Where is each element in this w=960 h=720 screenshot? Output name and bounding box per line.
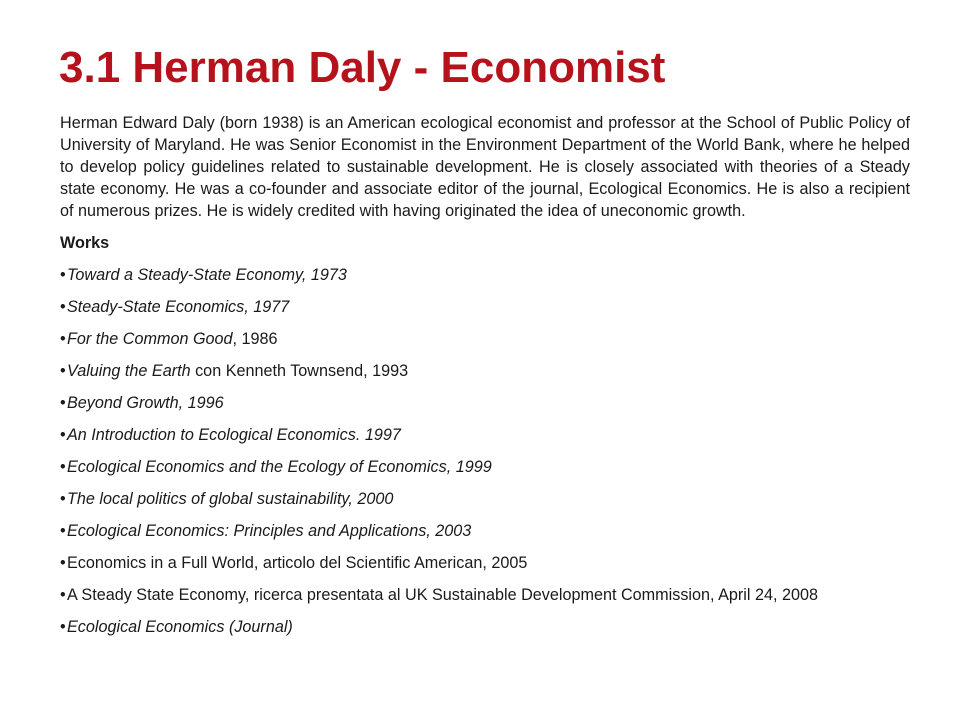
works-list-item <box>60 584 910 606</box>
work-title: Ecological Economics and the Ecology of Economics, 1999 <box>67 458 492 476</box>
works-list-item <box>60 488 910 510</box>
work-detail: A Steady State Economy, ricerca presentata al UK Sustainable Development Commission, April 24, 2008 <box>67 586 819 604</box>
bullet-icon: • <box>60 586 66 604</box>
slide-content <box>60 112 910 648</box>
work-title: The local politics of global sustainability, 2000 <box>67 490 394 508</box>
bullet-icon: • <box>60 490 66 508</box>
work-title: Ecological Economics (Journal) <box>67 618 293 636</box>
bio-paragraph: Herman Edward Daly (born 1938) is an American ecological economist and professor at the School of Public Policy of University of Maryland. He was Senior Economist in the Environment Department of the World Bank, where he helped to develop policy guidelines related to sustainable development. He is closely associated with theories of a Steady state economy. He was a co-founder and associate editor of the journal, Ecological Economics. He is also a recipient of numerous prizes. He is widely credited with having originated the idea of uneconomic growth. <box>60 114 910 220</box>
slide-title: 3.1 Herman Daly - Economist <box>59 43 666 92</box>
works-list-item <box>60 520 910 542</box>
work-detail: , 1986 <box>232 330 278 348</box>
bullet-icon: • <box>60 458 66 476</box>
bullet-icon: • <box>60 554 66 572</box>
work-title: Ecological Economics: Principles and Applications, 2003 <box>67 522 472 540</box>
bullet-icon: • <box>60 394 66 412</box>
works-list-item <box>60 456 910 478</box>
works-list-item <box>60 296 910 318</box>
work-title: An Introduction to Ecological Economics. 1997 <box>67 426 401 444</box>
work-title: Valuing the Earth <box>67 362 191 380</box>
work-detail: Economics in a Full World, articolo del Scientific American, 2005 <box>67 554 528 572</box>
works-list-item <box>60 552 910 574</box>
work-detail: con Kenneth Townsend, 1993 <box>190 362 409 380</box>
work-title: Toward a Steady-State Economy, 1973 <box>67 266 347 284</box>
works-list-item <box>60 424 910 446</box>
bullet-icon: • <box>60 522 66 540</box>
bullet-icon: • <box>60 426 66 444</box>
works-list-item <box>60 264 910 286</box>
works-list-item <box>60 360 910 382</box>
bullet-icon: • <box>60 330 66 348</box>
bullet-icon: • <box>60 266 66 284</box>
works-list <box>60 264 910 638</box>
work-title: Steady-State Economics, 1977 <box>67 298 290 316</box>
works-heading: Works <box>60 234 110 252</box>
bullet-icon: • <box>60 618 66 636</box>
work-title: For the Common Good <box>67 330 233 348</box>
works-list-item <box>60 392 910 414</box>
works-list-item <box>60 328 910 350</box>
bullet-icon: • <box>60 362 66 380</box>
works-list-item <box>60 616 910 638</box>
bullet-icon: • <box>60 298 66 316</box>
work-title: Beyond Growth, 1996 <box>67 394 224 412</box>
